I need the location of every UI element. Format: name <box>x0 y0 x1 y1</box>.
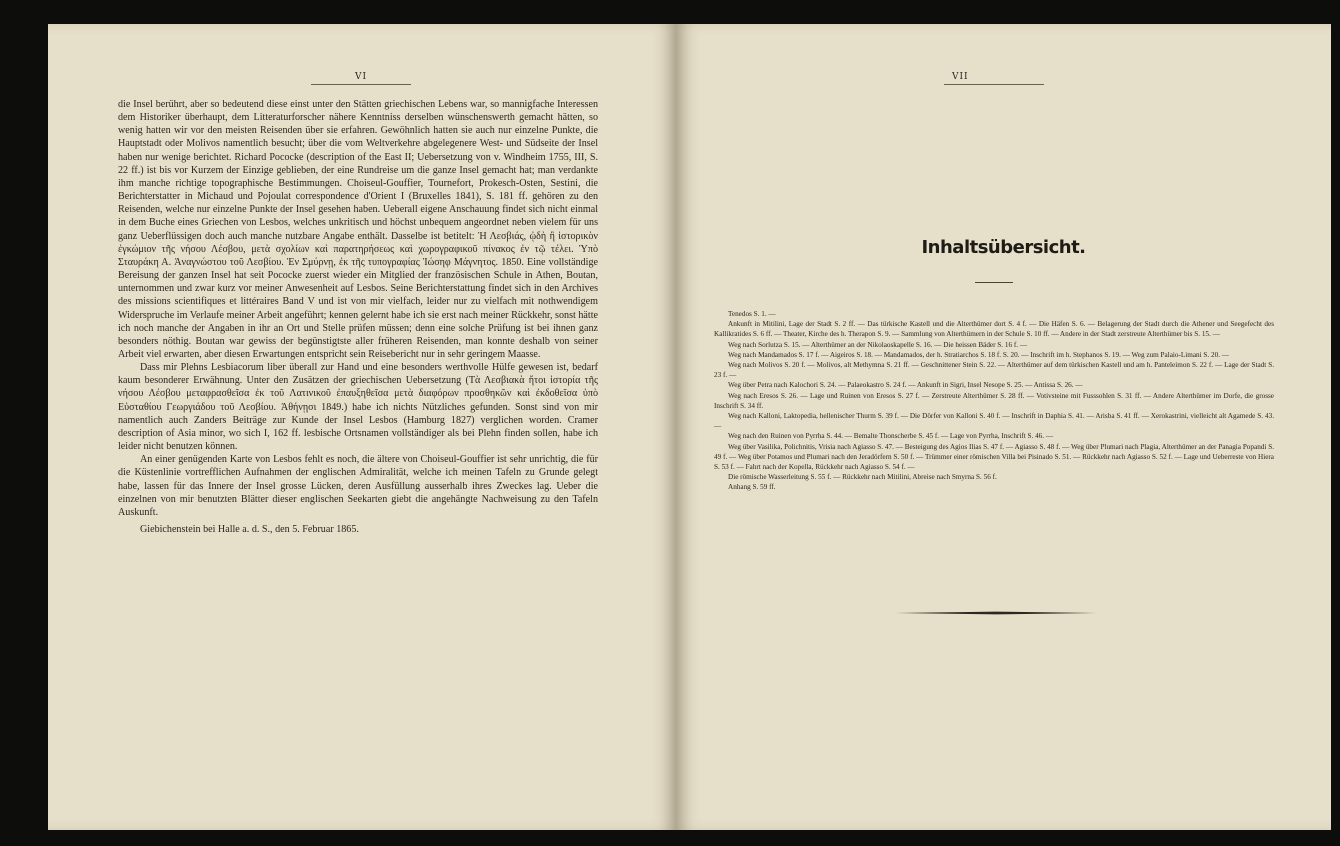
header-rule-left <box>311 84 411 85</box>
contents-title: Inhaltsübersicht. <box>921 237 1086 258</box>
toc-entry: Weg nach Kalloni, Laktopedia, hellenischer Thurm S. 39 f. — Die Dörfer von Kalloni S. 40 f. — Inschrift in Daphia S. 41. — Arisba S. 41 ff. — Xerokastrini, vielleicht alt Agamede S. 43. — <box>714 412 1274 431</box>
toc-entry: Tenedos S. 1. — <box>728 310 776 318</box>
toc-entry: Weg über Vasilika, Polichnitis, Vrisia nach Agiasso S. 47. — Besteigung des Agios Ilias S. 47 f. — Agiasso S. 48 f. — Weg über Plumari nach Plagia, Alterthümer an der Panagia Popandi S. 49 f. — Weg über Potamos und Plumari nach den Jeradörfern S. 50 f. — Trümmer einer römischen Villa bei Pisinado S. 51. — Rückkehr nach Agiasso S. 52 f. — Lage und Ueberreste von Hiera S. 53 f. — Fahrt nach der Kopella, Rückkehr nach Agiasso S. 54 f. — <box>714 442 1274 472</box>
toc-entry: Weg nach Eresos S. 26. — Lage und Ruinen von Eresos S. 27 f. — Zerstreute Alterthümer S. 28 ff. — Votivsteine mit Fusssohlen S. 31 ff. — Andere Alterthümer im Dorfe, die grosse Inschrift S. 34 ff. <box>714 391 1274 410</box>
preface-text <box>118 98 598 536</box>
left-page <box>48 24 676 830</box>
toc-entry: Ankunft in Mitilini, Lage der Stadt S. 2 ff. — Das türkische Kastell und die Alterthümer dort S. 4 f. — Die Häfen S. 6. — Belagerung der Stadt durch die Athener und Seegefecht des Kallikratides S. 6 ff. — Theater, Kirche des h. Therapon S. 9. — Sammlung von Alterthümern in der Schule S. 10 ff. — Andere in der Stadt zerstreute Alterthümer bis S. 15. — <box>714 320 1274 339</box>
end-ornament <box>896 611 1096 615</box>
toc-entry: Anhang S. 59 ff. <box>728 483 776 492</box>
toc-entry: Die römische Wasserleitung S. 55 f. — Rückkehr nach Mitilini, Abreise nach Smyrna S. 56 f. <box>728 473 997 482</box>
paragraph: An einer genügenden Karte von Lesbos fehlt es noch, die ältere von Choiseul-Gouffier ist sehr unrichtig, die für die Küstenlinie vortrefflichen Aufnahmen der englischen Admiralität, welche ich meinen Tafeln zu Grunde gelegt habe, lassen für das Innere der Insel grosse Lücken, deren Ausfüllung ausserhalb ihres Zweckes lag. Ueber die einzelnen von mir benutzten Blätter dieser englischen Seekarten giebt die angehängte Nachweisung zu den Tafeln Auskunft. <box>118 454 598 518</box>
paragraph: die Insel berührt, aber so bedeutend diese einst unter den Stätten griechischen Lebens war, so mannigfache Interessen dem Historiker überhaupt, dem Litteraturforscher nähere Kenntniss derselben wünschenswerth gemacht hätten, so wenig hatten wir vor den meisten Reisenden über sie erfahren. Gewöhnlich hatten sie auch nur einzelne Punkte, die Hauptstadt oder Molivos namentlich besucht; über die vom Weltverkehre abgelegenere West- und Südseite der Insel haben nur wenige berichtet. Richard Pococke (description of the East II; Uebersetzung von v. Windheim 1755, III, S. 22 ff.) ist bis vor Kurzem der Einzige geblieben, der eine Rundreise um die ganze Insel gemacht hat; man verdankte ihm manche richtige topographische Bestimmungen. Choiseul-Gouffier, Tournefort, Prokesch-Osten, Sestini, die Berichterstatter in Michaud und Pojoulat correspondence d'Orient I (Bruxelles 1841), S. 181 ff. gehören zu den Reisenden, welche nur einzelne Punkte der Insel gesehen haben. Ueberall eigene Anschauung findet sich nicht einmal in dem Buche eines Griechen von Lesbos, welches unkritisch und höchst unbequem angeordnet neben vielem für uns ganz Ueberflüssigen doch auch manche nutzbare Angabe enthält. Dasselbe ist betitelt: Ἡ Λεσβιάς, ᾠδὴ ἢ ἱστορικὸν ἐγκώμιον τῆς νήσου Λέσβου, μετὰ σχολίων καὶ παρατηρήσεως καὶ χωρογραφικοῦ πίνακος ἐν τῷ τέλει. Ὑπὸ Σταυράκη Α. Ἀναγνώστου τοῦ Λεσβίου. Ἐν Σμύρνῃ, ἐκ τῆς τυπογραφίας Ἰώσηφ Μάγνητος. 1850. Eine vollständige Bereisung der ganzen Insel hat seit Pococke zuerst wieder ein Mitglied der französischen Schule in Athen, Boutan, unternommen und zwar kurz vor meiner Anwesenheit auf Lesbos. Seine Berichterstattung findet sich in den Archives des missions scientifiques et littéraires Band V und ist von mir vielfach, leider nur zu vielfach mit nothwendigem Widerspruche im Verlaufe meiner Arbeit angeführt; kennen gelernt habe ich sie erst nach meiner Rückkehr, sonst hätte ich noch manche der Angaben in ihr an Ort und Stelle prüfen müssen; denn eine solche Prüfung ist bei ihnen ganz besonders nöthig. Boutan war gewiss der begünstigtste aller früheren Reisenden, man konnte deshalb von seiner Arbeit viel erwarten, aber diesen Erwartungen entspricht sein Reisebericht nur in sehr geringem Maasse. <box>118 99 598 360</box>
table-of-contents <box>714 309 1274 493</box>
toc-entry: Weg nach Molivos S. 20 f. — Molivos, alt Methymna S. 21 ff. — Geschnittener Stein S. 22. — Alterthümer auf dem türkischen Kastell und am h. Panteleimon S. 22 f. — Lage der Stadt S. 23 f. — <box>714 361 1274 380</box>
toc-entry: Weg nach den Ruinen von Pyrrha S. 44. — Bemalte Thonscherbe S. 45 f. — Lage von Pyrrha, Inschrift S. 46. — <box>728 432 1054 441</box>
signoff: Giebichenstein bei Halle a. d. S., den 5. Februar 1865. <box>140 524 359 535</box>
toc-entry: Weg über Petra nach Kalochori S. 24. — Palaeokastro S. 24 f. — Ankunft in Sigri, Insel Nesope S. 25. — Antissa S. 26. — <box>728 381 1083 390</box>
header-rule-right <box>944 84 1044 85</box>
page-number-right: VII <box>952 72 969 82</box>
toc-entry: Weg nach Mandamados S. 17 f. — Aigeiros S. 18. — Mandamados, der h. Stratiarchos S. 18 f. S. 20. — Inschrift im h. Stephanos S. 19. — Weg zum Palaio-Limani S. 20. — <box>728 350 1229 359</box>
page-number-left: VI <box>355 72 368 82</box>
paragraph: Dass mir Plehns Lesbiacorum liber überall zur Hand und eine besonders werthvolle Hülfe gewesen ist, bedarf kaum besonderer Erwähnung. Unter den Zusätzen der griechischen Uebersetzung (Τὰ Λεσβιακὰ ἤτοι ἱστορία τῆς νήσου Λέσβου μεταφρασθεῖσα ἐκ τοῦ Λατινικοῦ ἐπαυξηθεῖσα μετὰ διαφόρων προσθηκῶν καὶ ἐκδοθεῖσα ὑπὸ Εὐσταθίου Γεωργιάδου τοῦ Λεσβίου. Ἀθήνῃσι 1849.) habe ich nichts Nützliches gefunden. Sonst sind von mir namentlich auch Zanders Beiträge zur Kunde der Insel Lesbos (Hamburg 1827) verglichen worden. Cramer description of Asia minor, wo sich I, 162 ff. lesbische Ortsnamen vollständiger als bei Plehn finden sollen, habe ich leider nicht benutzen können. <box>118 362 598 453</box>
title-divider <box>975 282 1013 283</box>
right-page <box>676 24 1331 830</box>
toc-entry: Weg nach Sorlutza S. 15. — Alterthümer an der Nikolaoskapelle S. 16. — Die heissen Bäder S. 16 f. — <box>728 340 1028 349</box>
